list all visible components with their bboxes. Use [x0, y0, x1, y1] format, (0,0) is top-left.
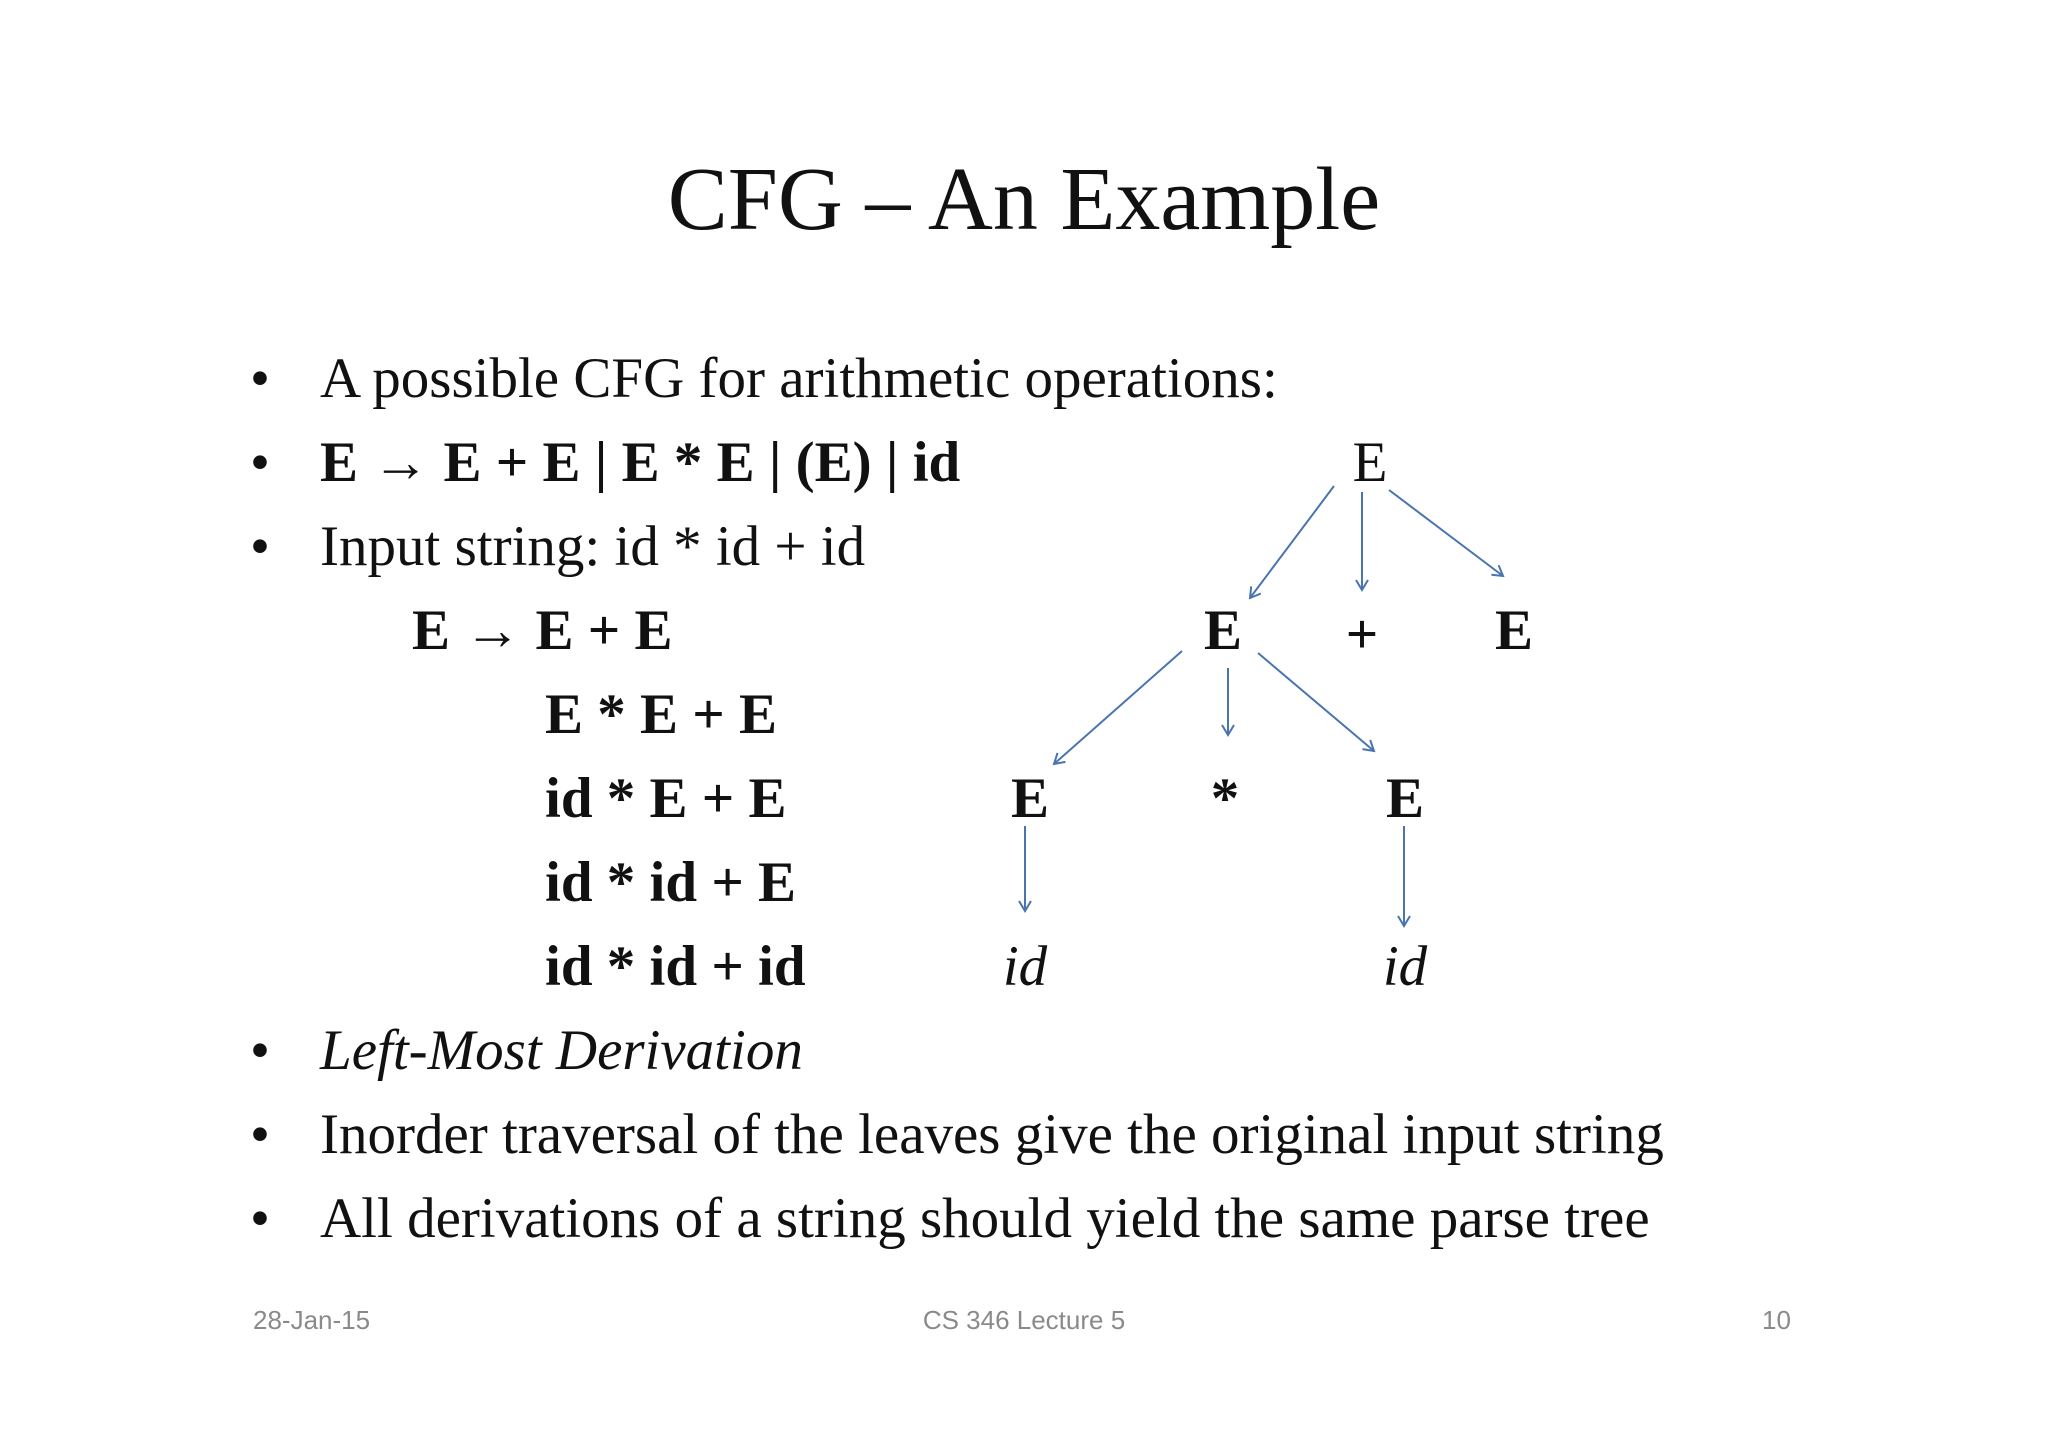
tree-edge-arrow	[1389, 490, 1503, 576]
bullet-dot: •	[250, 1103, 270, 1166]
tree-edge-arrow	[1258, 653, 1374, 751]
tree-leaf-id: id	[1382, 935, 1428, 998]
bullet-dot: •	[250, 347, 270, 410]
slide-title: CFG – An Example	[667, 150, 1381, 249]
tree-node-e: E	[1010, 767, 1050, 830]
bullet-dot: •	[250, 431, 270, 494]
tree-node-star: *	[1210, 767, 1240, 830]
tree-node-e: E	[1494, 599, 1534, 662]
derivation-step: id * id + id	[545, 935, 806, 998]
bullet-dot: •	[250, 1187, 270, 1250]
bullet-text: A possible CFG for arithmetic operations:	[320, 347, 1278, 410]
bullet-dot: •	[250, 515, 270, 578]
footer-page-number: 10	[1762, 1305, 1791, 1335]
bullet-text: Inorder traversal of the leaves give the original input string	[320, 1103, 1664, 1166]
tree-node-e: E	[1385, 767, 1425, 830]
bullet-dot: •	[250, 1019, 270, 1082]
footer-course: CS 346 Lecture 5	[922, 1305, 1126, 1335]
derivation-step: id * E + E	[545, 767, 787, 830]
footer-date: 28-Jan-15	[253, 1305, 371, 1335]
tree-root: E	[1352, 431, 1388, 494]
tree-leaf-id: id	[1002, 935, 1048, 998]
tree-edge-arrow	[1250, 486, 1334, 598]
tree-node-e: E	[1203, 599, 1243, 662]
tree-node-plus: +	[1345, 603, 1379, 666]
tree-edge-arrow	[1054, 651, 1182, 764]
bullet-text: All derivations of a string should yield the same parse tree	[320, 1187, 1650, 1250]
derivation-step: E * E + E	[545, 683, 778, 746]
derivation-step: E → E + E	[412, 599, 673, 662]
grammar-rule: E → E + E | E * E | (E) | id	[320, 431, 961, 494]
derivation-step: id * id + E	[545, 851, 797, 914]
input-string: Input string: id * id + id	[320, 515, 866, 578]
bullet-text: Left-Most Derivation	[320, 1019, 803, 1082]
